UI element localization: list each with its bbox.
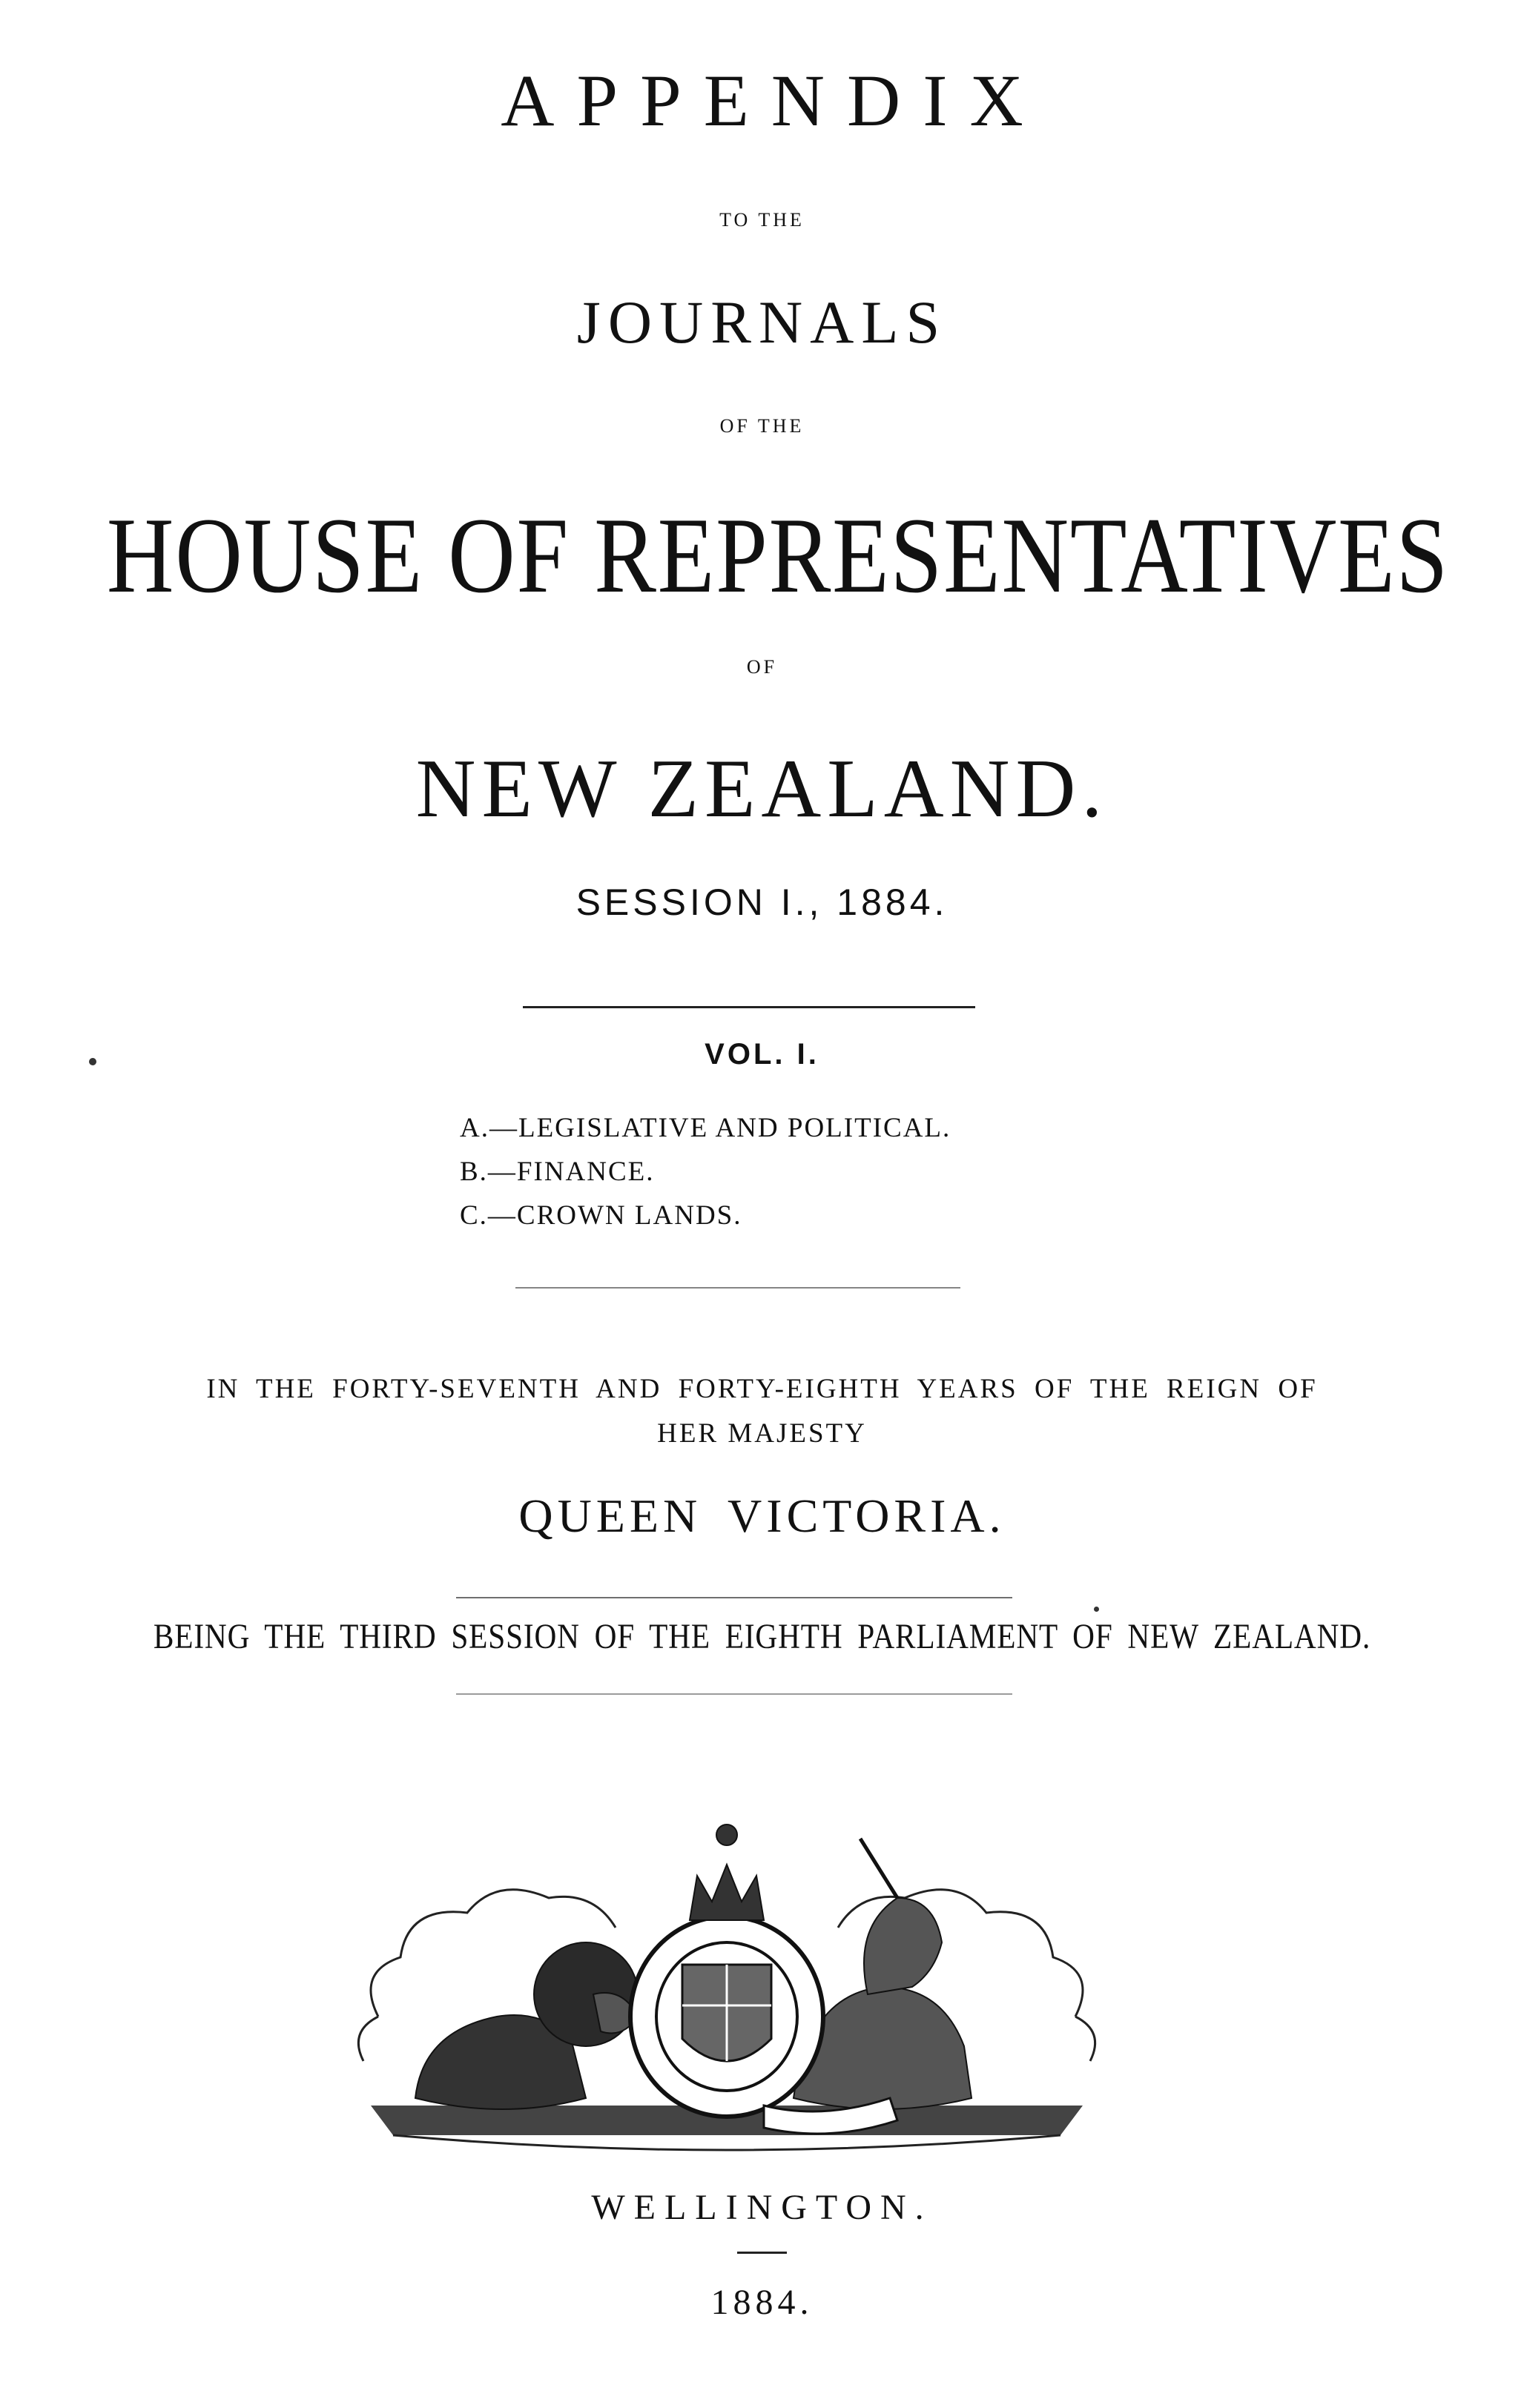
divider-rule xyxy=(456,1693,1012,1695)
divider-rule xyxy=(515,1287,960,1289)
volume-contents xyxy=(460,1106,951,1237)
of-the-text: OF THE xyxy=(719,415,805,437)
country-heading: NEW ZEALAND. xyxy=(415,743,1109,835)
contents-item: A.—LEGISLATIVE AND POLITICAL. xyxy=(460,1113,951,1143)
session-line: SESSION I., 1884. xyxy=(575,882,949,923)
journals-heading: JOURNALS xyxy=(576,288,948,356)
print-speck xyxy=(1094,1607,1099,1612)
parliament-line: BEING THE THIRD SESSION OF THE EIGHTH PARLIAMENT OF NEW ZEALAND. xyxy=(153,1617,1371,1656)
appendix-heading: APPENDIX xyxy=(501,59,1046,142)
contents-item: B.—FINANCE. xyxy=(460,1157,655,1187)
print-speck xyxy=(89,1058,96,1065)
majesty-line: HER MAJESTY xyxy=(657,1418,867,1449)
monarch-heading: QUEEN VICTORIA. xyxy=(518,1489,1006,1542)
contents-item: C.—CROWN LANDS. xyxy=(460,1200,742,1231)
divider-rule xyxy=(737,2252,787,2254)
divider-rule xyxy=(456,1597,1012,1598)
of-text: OF xyxy=(746,656,778,678)
volume-label: VOL. I. xyxy=(705,1038,819,1071)
divider-rule xyxy=(523,1006,975,1008)
royal-coat-of-arms-icon xyxy=(349,1794,1105,2165)
imprint-year: 1884. xyxy=(710,2283,814,2322)
imprint-place: WELLINGTON. xyxy=(591,2188,933,2227)
house-heading: HOUSE OF REPRESENTATIVES xyxy=(106,495,1450,615)
reign-line: IN THE FORTY-SEVENTH AND FORTY-EIGHTH YEARS OF THE REIGN OF xyxy=(206,1374,1318,1404)
to-the-text: TO THE xyxy=(719,209,805,231)
